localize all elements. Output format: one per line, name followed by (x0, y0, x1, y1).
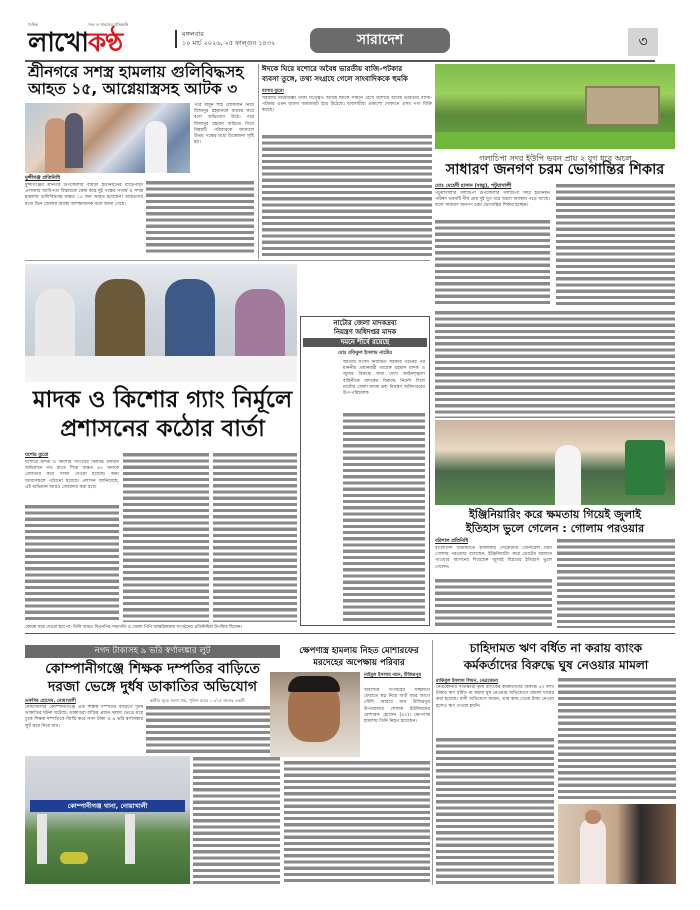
companiganj-body-col2 (146, 705, 280, 753)
galachipa-body: পটুয়াখালীর গলাচিপা উপজেলার গলাচিপা সদর ইউনিয়ন পরিষদ ভবনটি দীর্ঘ প্রায় দুই যুগ ধরে অচল অবস্থায় পড়ে আছে। ফলে সাধারণ জনগণ চরম ভোগান্তির শিকার হচ্ছেন। (435, 191, 550, 209)
natore-body: জাতীয় সংসদ নির্বাচিত সরকার গঠনের পর মাননীয় প্রধানমন্ত্রী তারেক রহমান মাদক ও জুয়ার বিরুদ্ধে সারা দেশে আইনশৃঙ্খলা বাহিনীকে মাদকের বিরুদ্ধে নির্দেশ দিলে নাটোর জেলা মাদক দ্রব্য নিয়ন্ত্রণ অধিদপ্তরের উপ-পরিচালক (343, 360, 425, 397)
golam-parwar-photo (435, 420, 675, 505)
companiganj-body-col3 (193, 756, 280, 884)
bank-case-headline-line2: কর্মকর্তাদের বিরুদ্ধে ঘুষ নেওয়ার মামলা (463, 658, 649, 672)
jessore-gang-body: যশোরে মাদক ও কিশোর গ্যাংয়ের বিরুদ্ধে চলমান অভিযানে গত রাতে শিয়ে অন্তত ৪০ জনকে গ্রেফতার করে সাজা দেওয়া হয়েছে। অন্য আবাসস্থলে পাঠানো হয়েছে। প্রশাসন জানিয়েছে, এই অভিযান আরও জোরদার করা হবে। (25, 460, 119, 490)
photo-figure (145, 121, 167, 173)
companiganj-headline-line1: কোম্পানীগঞ্জে শিক্ষক দম্পতির বাড়িতে (45, 661, 260, 677)
photo-figure (95, 279, 145, 359)
golam-parwar-body-col2 (557, 538, 675, 628)
bank-case-body-col2 (558, 677, 676, 802)
companiganj-headline-line2: দরজা ভেঙ্গে দুর্ধষ ডাকাতির অভিযোগ (48, 679, 257, 695)
mosharraf-headline (284, 645, 434, 669)
photo-figure (555, 445, 581, 505)
photo-figure (65, 113, 83, 168)
srinagar-body: মুন্সীগঞ্জের শ্রীনগর উপজেলার বাঘড়া ইউনিয়নের বাড়ৈপাড়া এলাকায় আধিপত্য বিস্তারকে কেন্দ্র করে দুই পক্ষের সংঘর্ষ ও সশস্ত্র হামলায় গুলিবিদ্ধসহ অন্তত ১৫ জন আহত হয়েছেন। আহতদের মধ্যে তিন জেলার অবস্থা আশঙ্কাজনক বলে জানা গেছে। (25, 183, 143, 207)
photo-hair (288, 676, 340, 692)
jessore-border-body-cont (262, 134, 432, 259)
companiganj-side-text: স্থানীয় সূত্রে জানা যায়, পুলিশ রাতে ১০/১৫ জনের একটি (150, 698, 245, 703)
photo-pillar (37, 814, 47, 864)
companiganj-photo (25, 756, 190, 884)
jessore-gang-body-col3 (213, 452, 297, 622)
police-station-sign: কোম্পানীগঞ্জ থানা, নোয়াখালী (30, 800, 185, 812)
photo-flowers (60, 852, 88, 864)
photo-figure (235, 289, 285, 359)
mosharraf-headline-line1: ক্ষেপণাস্ত্র হামলায় নিহত মোশারফের (299, 646, 419, 656)
photo-figure (45, 118, 67, 173)
photo-pillar (125, 814, 135, 864)
photo-face (585, 810, 601, 824)
natore-byline: মোঃ রফিকুল ইসলাম নাটোর (337, 351, 393, 356)
bank-case-body-cont (436, 737, 554, 885)
weekday: মঙ্গলবার (182, 30, 204, 38)
srinagar-byline: মুন্সীগঞ্জ প্রতিনিধি (25, 175, 60, 181)
photo-table (25, 356, 297, 382)
masthead-rule (25, 60, 655, 62)
jessore-border-byline: যশোর ব্যুরো (262, 89, 284, 94)
mosharraf-body-cont (284, 760, 430, 884)
galachipa-photo (435, 64, 675, 149)
srinagar-headline-line1: শ্রীনগরে সশস্ত্র হামলায় গুলিবিদ্ধসহ (28, 63, 244, 81)
golam-parwar-headline (435, 508, 675, 536)
natore-headline-line1: নাটোর জেলা মাদকদ্রব্য (333, 319, 397, 327)
jessore-border-headline-line1: ঈদকে ঘিরে যশোরে অবৈধ ভারতীয় বাজি-পটকার (262, 64, 403, 73)
photo-banner (625, 440, 665, 495)
galachipa-body-col2 (556, 183, 675, 307)
mosharraf-byline: নাইমুল ইসলাম নয়ন, উজিরপুর (364, 673, 422, 678)
golam-parwar-byline: বরিশাল প্রতিনিধি (435, 539, 469, 544)
natore-headline-line2: নিয়ন্ত্রণ অধিদপ্তর মাদক (333, 328, 397, 336)
logo-wordmark (28, 28, 122, 58)
jessore-border-body: সরকারি নিষেধাজ্ঞা থাকা সত্ত্বেও আসন্ন ঈদকে সামনে রেখে যশোরে অবৈধ ভারতীয় বাজি-পটকার এমন ব্যবসা জমজমাট হয়ে উঠেছে। ব্যবসায়ীরা প্রকাশ্যে দোকানে এসব পণ্য বিক্রি করছে। (262, 96, 432, 114)
mosharraf-headline-line2: মরদেহের অপেক্ষায় পরিবার (313, 658, 405, 668)
masthead-logo (28, 22, 158, 58)
srinagar-body-col3 (146, 180, 254, 255)
srinagar-headline-line2: আহত ১৫, আগ্নেয়াস্ত্রসহ আটক ৩ (28, 80, 238, 99)
galachipa-byline: মোঃ মেহেদী হাসান (বাচ্চু), পটুয়াখালী (435, 183, 512, 189)
natore-headline (303, 319, 427, 347)
galachipa-body-lower (435, 310, 675, 418)
logo-part1: লাখো (28, 28, 88, 58)
date-line: ১০ মার্চ ২০২৬, ২৫ ফাল্গুন ১৪৩২ (182, 39, 276, 47)
page-number: ৩ (628, 28, 658, 56)
mosharraf-body: অবশেষে সংসারের সচ্ছলতা ফেরাতে স্বপ্ন নিয়ে আট বছর আগে সৌদি আরবে যান উজিরপুর উপজেলার শোলক ইউনিয়নের মোশারফ হোসেন (৪০)। ক্ষেপণাস্ত্র হামলায় তিনি নিহত হয়েছেন। (364, 688, 430, 725)
jessore-gang-headline-line1: মাদক ও কিশোর গ্যাং নির্মূলে (32, 387, 293, 413)
photo-figure (580, 818, 606, 884)
jessore-border-headline (262, 64, 432, 84)
companiganj-byline: তফসির হোসেন, নোয়াখালী (25, 699, 76, 704)
golam-parwar-body-cont (435, 578, 552, 628)
photo-figure (165, 279, 215, 359)
bank-case-body: নেত্রকোনার সাতক্ষীরা কৃষি ব্যাংকের কর্মকর্তাদের বিরুদ্ধে ৫০ লাখ টাকার ঋণ বর্ধিত না করায় ঘুষ নেওয়ার অভিযোগে মামলা দায়ের করা হয়েছে। বাদী অভিযোগ করেন, তার কাছ থেকে টাকা নেওয়া হলেও ঋণ দেওয়া হয়নি। (436, 685, 554, 709)
logo-part2: কণ্ঠ (87, 28, 123, 58)
logo-daily-label: দৈনিক (28, 22, 39, 27)
bank-case-headline-line1: চাহিদামত ঋণ বর্ধিত না করায় ব্যাংক (469, 641, 643, 655)
mosharraf-photo (270, 672, 360, 757)
golam-parwar-headline-line1: ইঞ্জিনিয়ারিং করে ক্ষমতায় গিয়েই জুলাই (469, 508, 641, 521)
jessore-gang-body-cont (25, 504, 119, 622)
golam-parwar-body: বাংলাদেশ জামায়াতে ইসলামীর সেক্রেটারি জেনারেল মিয়া গোলাম পরওয়ার বলেছেন, ইঞ্জিনিয়ারিং করে ভোটের ময়দানে পাওয়ার আসনের দিয়েছেন জুলাই বিপ্লবের ইতিহাস ভুলে গেলেন। (435, 546, 552, 570)
photo-figure (35, 289, 75, 359)
section-rule (25, 260, 430, 261)
jessore-border-headline-line2: ব্যবসা তুঙ্গে, তথ্য সংগ্রহে গেলে সাংবাদিককে হুমকি (262, 74, 409, 83)
section-tab: সারাদেশ (310, 28, 450, 53)
photo-building (585, 86, 660, 126)
bank-case-photo (558, 804, 676, 884)
galachipa-caption: গলাচিপা সদর ইউপি ভবন প্রায় ২ যুগ ধরে অচল (479, 154, 632, 163)
natore-body-cont (343, 412, 425, 622)
column-rule (258, 64, 259, 259)
companiganj-band: নগদ টাকাসহ ৯ ভরি স্বর্ণালঙ্কার লুট (25, 645, 280, 658)
photo-ground (435, 132, 675, 149)
jessore-gang-headline (25, 386, 300, 444)
jessore-gang-byline: যশোর ব্যুরো (25, 453, 49, 458)
jessore-gang-body-col2 (123, 452, 209, 622)
galachipa-headline: সাধারণ জনগণ চরম ভোগান্তির শিকার (445, 162, 665, 178)
jessore-gang-footer-line: কোনো ছাড় দেওয়া হবে না। তিনি আরও বিএনপির সভাপতি ও জেলা পিপি আন্তরিকতায় সংগঠনের প্রতিনিধিরা উপস্থিত ছিলেন। (25, 625, 243, 630)
jessore-gang-photo (25, 264, 297, 382)
companiganj-headline (25, 660, 280, 696)
section-rule (25, 633, 675, 634)
issue-date (175, 30, 275, 48)
srinagar-photo (25, 103, 190, 173)
golam-parwar-headline-line2: ইতিহাস ভুলে গেলেন : গোলাম পরওয়ার (465, 522, 645, 535)
bank-case-byline: রাকিবুল ইসলাম লিমন, নেত্রকোনা (436, 679, 499, 684)
galachipa-body-cont (435, 219, 550, 307)
natore-headline-line3: দমনে শীর্ষে রয়েছে (303, 338, 427, 347)
column-rule (432, 640, 433, 885)
companiganj-body: নোয়াখালীর কোম্পানীগঞ্জে এক শিক্ষক দম্পতির বাড়িতে দুর্ধষ ডাকাতির ঘটনা ঘটেছে। ডাকাতরা বাড়ির প্রধান দরজা ভেঙে ঘরে ঢুকে শিক্ষক দম্পতিকে জিম্মি করে নগদ টাকা ও ৯ ভরি স্বর্ণালঙ্কার লুট করে নিয়ে যায়। (25, 705, 143, 729)
bank-case-headline (436, 640, 676, 674)
logo-tagline: সত্য ও সাহসের প্রতিধ্বনি (88, 22, 129, 27)
srinagar-body-col2: পরে মামুন শাহ লোকজন নিয়ে মিজানুর রহমানকে মারধর করে বলে অভিযোগ উঠে। পরে মিজানুর রহমান বাড়িতে গিয়ে বিষয়টি পরিবারকে জানালে উভয় পক্ষের মধ্যে উত্তেজনা সৃষ্টি হয়। (194, 103, 254, 146)
jessore-gang-headline-line2: প্রশাসনের কঠোর বার্তা (60, 416, 265, 442)
